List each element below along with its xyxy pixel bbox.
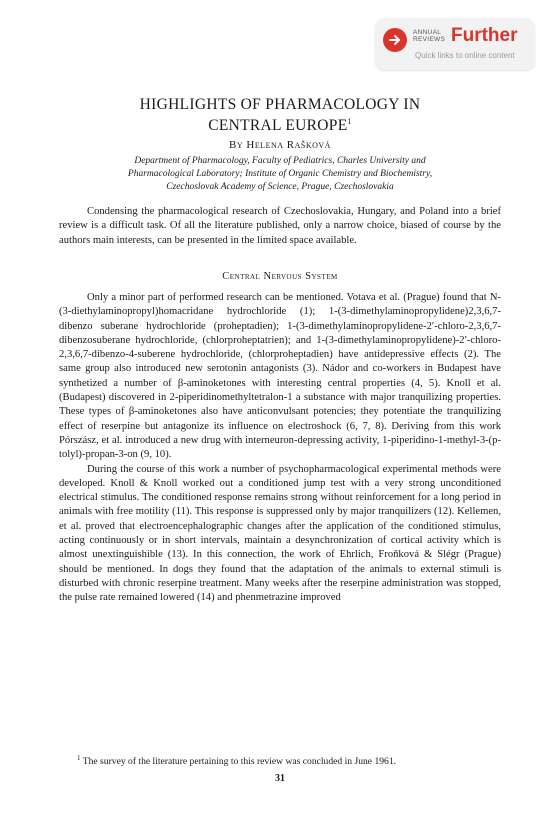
affiliation-line-3: Czechoslovak Academy of Science, Prague, Czechoslovakia	[166, 182, 394, 192]
badge-subtitle: Quick links to online content	[415, 51, 515, 60]
body-paragraph-2: During the course of this work a number of psychopharmacological experimental methods were developed. Knoll & Knoll worked out a conditioned jump test with a very strong unconditioned electrical stimulus. The conditioned response remains strong without reinforcement for a long period in animals with free motility (11). This response is suppressed only by major tranquilizers (12). Kellemen, et al. proved that electroencephalographic changes after the application of the conditioned stimulus, acting continuously or in short intervals, maintain a desynchronization of cortical activity which is almost unextinguishible (13). In this connection, the work of Ehrlich, Froňková & Slégr (Prague) should be mentioned. In dogs they found that the adaptation of the animals to external stimuli is disturbed with chronic reserpine treatment. Many weeks after the reserpine administration was stopped, the pulse rate remained lowered (14) and phenmetrazine improved	[59, 463, 501, 604]
link-icon	[383, 28, 407, 52]
main-text	[59, 291, 501, 606]
page-number: 31	[275, 773, 285, 784]
footnote-text: The survey of the literature pertaining to this review was concluded in June 1961.	[82, 756, 397, 768]
badge-further-label: Further	[451, 25, 518, 46]
badge-annual-reviews-label: ANNUAL REVIEWS	[413, 29, 446, 43]
title-line-2: CENTRAL EUROPE$^1$	[208, 117, 352, 135]
intro-paragraph: Condensing the pharmacological research of Czechoslovakia, Hungary, and Poland into a brief review is a difficult task. Of all the literature published, only a narrow choice, biased of course by the authors main interests, can be presented in the limited space available.	[59, 206, 501, 246]
affiliation-line-1: Department of Pharmacology, Faculty of Pediatrics, Charles University and	[134, 156, 426, 166]
article-title	[0, 96, 560, 134]
footnote	[59, 752, 501, 768]
title-line-1: HIGHLIGHTS OF PHARMACOLOGY IN	[139, 96, 421, 113]
section-heading: Central Nervous System	[222, 271, 338, 282]
footnote-mark: 1	[77, 754, 81, 762]
further-reviews-badge[interactable]	[375, 18, 535, 70]
affiliation-line-2: Pharmacological Laboratory; Institute of Organic Chemistry and Biochemistry,	[127, 169, 433, 179]
title-footnote-mark: 1	[347, 117, 352, 126]
author-affiliation	[0, 155, 560, 194]
body-paragraph-1: Only a minor part of performed research can be mentioned. Votava et al. (Prague) found that N-(3-diethylaminopropyl)homacridane hydrochloride (1); 1-(3-dimethylaminopropylidene)2,3,6,7-dibenzo suberane hydrochloride (proheptadien); 1-(3-dimethylaminopropylidene-2′-chloro-2,3,6,7-dibenzosuberane hydrochloride, (chlorproheptatrien); and 1-(3-dimethylaminopropylidene)-2′-chloro-2,3,6,7-dibenzo-4-suberene hydrochloride, (chlorproheptadien) have antidepressive effects (2). The same group also introduced new serotonin antagonists (3). Nádor and co-workers in Budapest have synthetized a number of β-aminoketones with interesting central properties (4, 5). Knoll et al. (Budapest) discovered in 2-piperidinomethyltetralon-1 a substance with major tranquilizing properties. These types of β-aminoketones also have anticonvulsant potencies; they potentiate the tranquilizing effect of reserpine but antagonize its influence on electroshock (6, 7, 8). Deriving from this work Pórszász, et al. introduced a new drug with interneuron-depressing activity, 1-piperidino-1-methyl-3-(p-tolyl)-propan-3-on (9, 10).	[59, 292, 501, 461]
author-byline: By Helena Rašková	[229, 139, 331, 151]
